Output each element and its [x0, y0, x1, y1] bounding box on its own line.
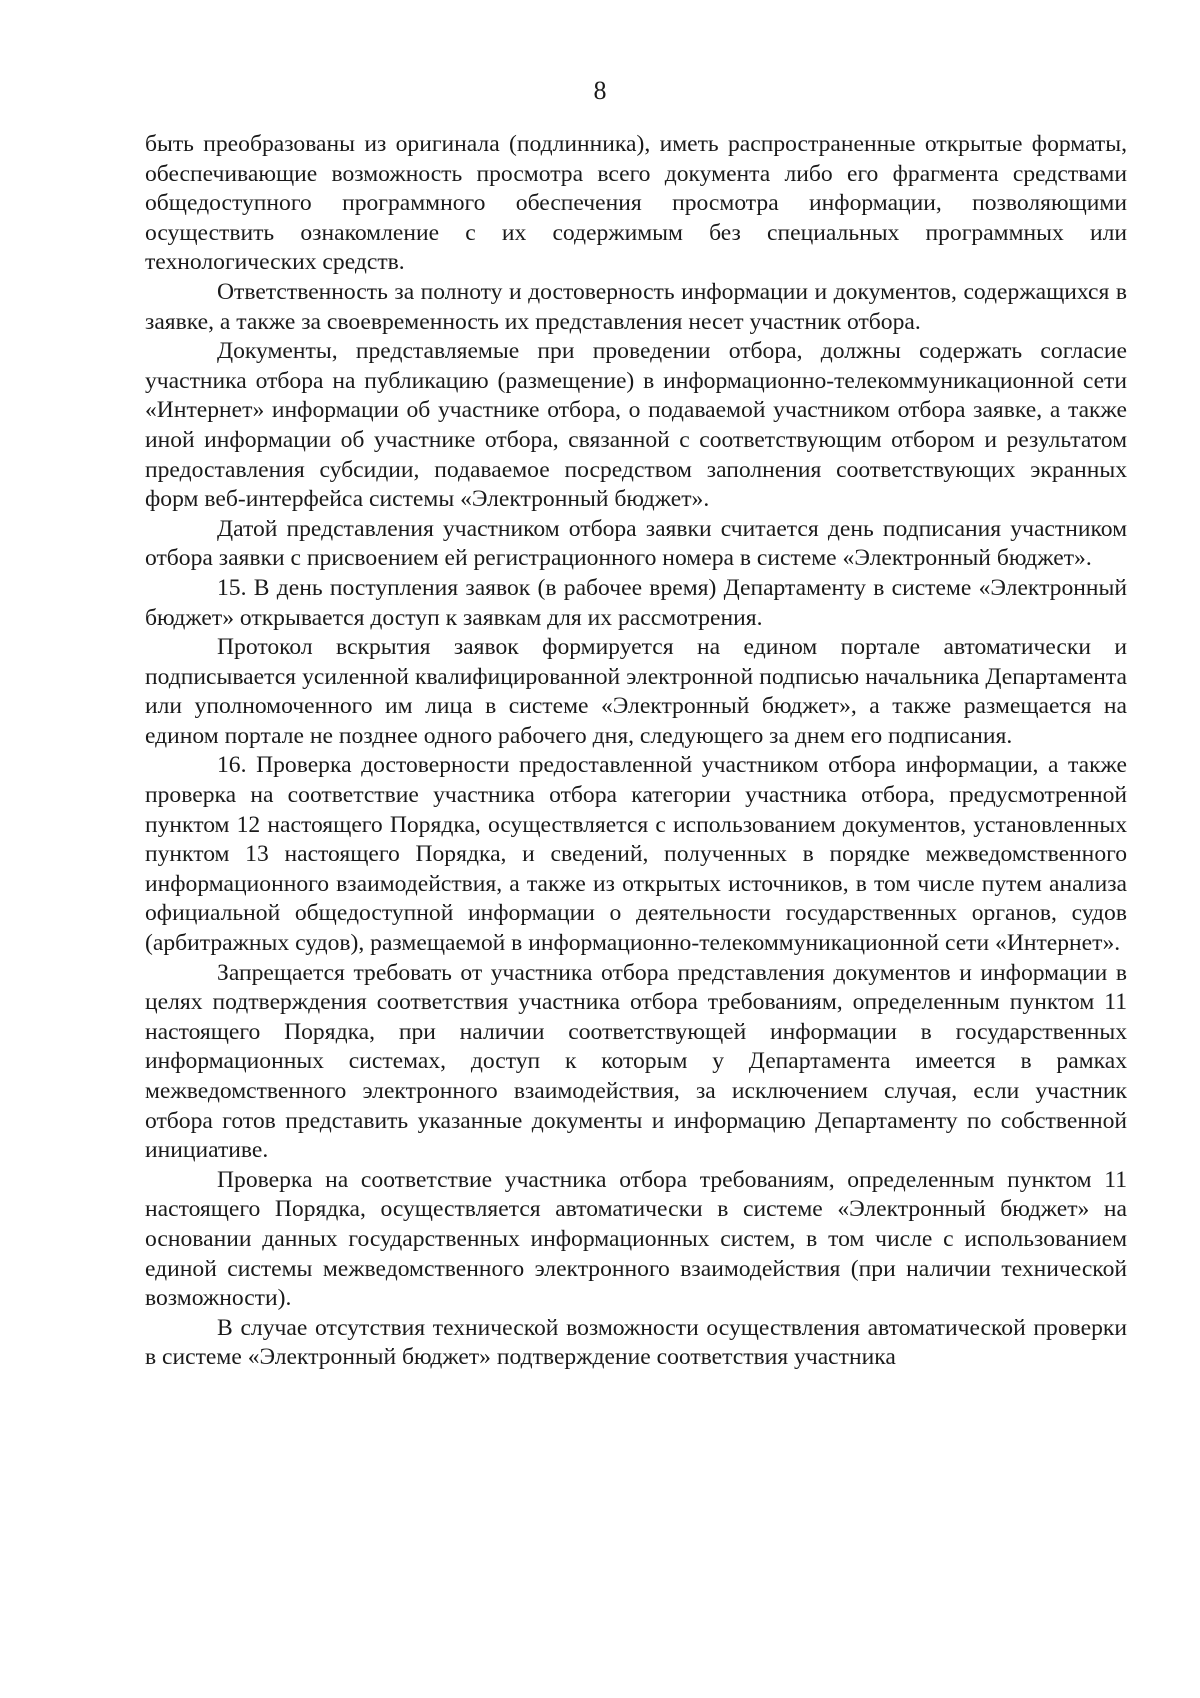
paragraph-continuation: быть преобразованы из оригинала (подлинника), иметь распространенные открытые форматы, обеспечивающие возможность просмотра всего документа либо его фрагмента средствами общедоступного программного обеспечения просмотра информации, позволяющими осуществить ознакомление с их содержимым без специальных программных или технологических средств. — [145, 131, 1127, 276]
paragraph-item-15: 15. В день поступления заявок (в рабочее время) Департаменту в системе «Электронный бюджет» открывается доступ к заявкам для их рассмотрения. — [145, 574, 1127, 631]
paragraph-automatic-check: Проверка на соответствие участника отбора требованиям, определенным пунктом 11 настоящего Порядка, осуществляется автоматически в системе «Электронный бюджет» на основании данных государственных информационных систем, в том числе с использованием единой системы межведомственного электронного взаимодействия (при наличии технической возможности). — [145, 1166, 1127, 1312]
paragraph-no-technical-possibility: В случае отсутствия технической возможности осуществления автоматической проверки в системе «Электронный бюджет» подтверждение соответствия участника — [145, 1314, 1127, 1371]
paragraph-submission-date: Датой представления участником отбора заявки считается день подписания участником отбора заявки с присвоением ей регистрационного номера в системе «Электронный бюджет». — [145, 515, 1127, 572]
paragraph-item-16: 16. Проверка достоверности предоставленной участником отбора информации, а также проверка на соответствие участника отбора категории участника отбора, предусмотренной пунктом 12 настоящего Порядка, осуществляется с использованием документов, установленных пунктом 13 настоящего Порядка, и сведений, полученных в порядке межведомственного информационного взаимодействия, а также из открытых источников, в том числе путем анализа официальной общедоступной информации о деятельности государственных органов, судов (арбитражных судов), размещаемой в информационно-телекоммуникационной сети «Интернет». — [145, 752, 1127, 957]
paragraph-consent: Документы, представляемые при проведении отбора, должны содержать согласие участника отбора на публикацию (размещение) в информационно-телекоммуникационной сети «Интернет» информации об участнике отбора, о подаваемой участником отбора заявке, а также иной информации об участнике отбора, связанной с соответствующим отбором и результатом предоставления субсидии, подаваемое посредством заполнения соответствующих экранных форм веб-интерфейса системы «Электронный бюджет». — [145, 338, 1127, 513]
page-number: 8 — [593, 76, 607, 105]
paragraph-prohibition: Запрещается требовать от участника отбора представления документов и информации в целях подтверждения соответствия участника отбора требованиям, определенным пунктом 11 настоящего Порядка, при наличии соответствующей информации в государственных информационных системах, доступ к которым у Департамента имеется в рамках межведомственного электронного взаимодействия, за исключением случая, если участник отбора готов представить указанные документы и информацию Департаменту по собственной инициативе. — [145, 959, 1127, 1164]
paragraph-opening-protocol: Протокол вскрытия заявок формируется на едином портале автоматически и подписывается усиленной квалифицированной электронной подписью начальника Департамента или уполномоченного им лица в системе «Электронный бюджет», а также размещается на едином портале не позднее одного рабочего дня, следующего за днем его подписания. — [145, 634, 1127, 749]
paragraph-responsibility: Ответственность за полноту и достоверность информации и документов, содержащихся в заявке, а также за своевременность их представления несет участник отбора. — [145, 278, 1127, 335]
document-body — [145, 130, 1127, 1373]
